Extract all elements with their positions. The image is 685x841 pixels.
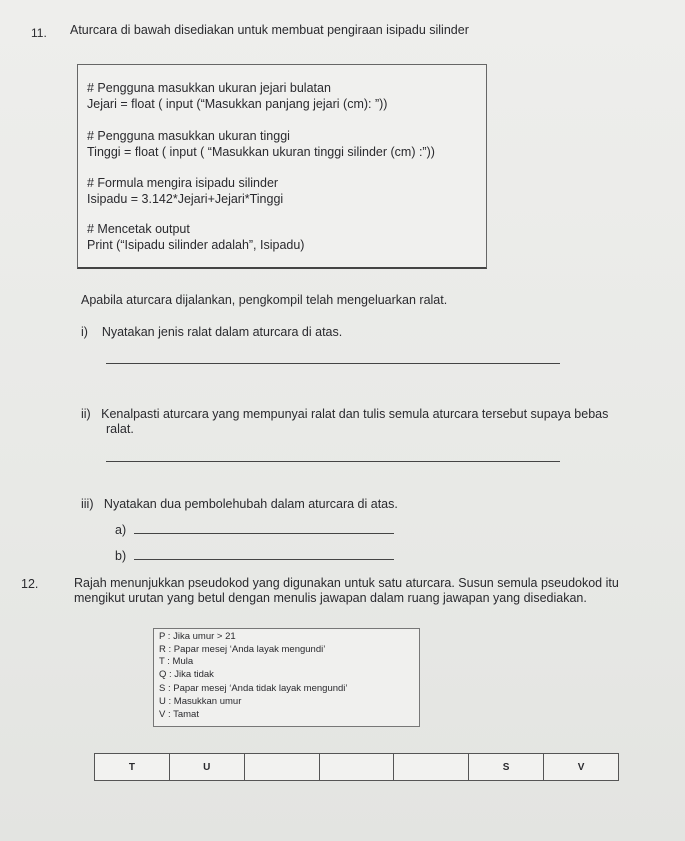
code-box [77, 64, 487, 269]
answer-table [94, 753, 619, 781]
code-comment-3: # Formula mengira isipadu silinder [87, 176, 279, 190]
part-iii-answer-line-a[interactable] [134, 533, 394, 534]
part-ii-text: ii) Kenalpasti aturcara yang mempunyai ralat dan tulis semula aturcara tersebut supaya bebas [81, 407, 609, 421]
code-line-isipadu: Isipadu = 3.142*Jejari+Jejari*Tinggi [87, 192, 284, 206]
part-i-text: i) Nyatakan jenis ralat dalam aturcara di atas. [81, 325, 343, 339]
question-11-number: 11. [31, 26, 47, 40]
code-comment-1: # Pengguna masukkan ukuran jejari bulatan [87, 81, 331, 95]
question-12-line1: Rajah menunjukkan pseudokod yang digunakan untuk satu aturcara. Susun semula pseudokod itu [74, 576, 619, 590]
question-12-line2: mengikut urutan yang betul dengan menulis jawapan dalam ruang jawapan yang disediakan. [74, 591, 587, 605]
question-12-number: 12. [21, 577, 39, 591]
pseudo-r: R : Papar mesej ‘Anda layak mengundi’ [159, 644, 326, 655]
pseudo-q: Q : Jika tidak [159, 669, 214, 680]
pseudo-s: S : Papar mesej ‘Anda tidak layak mengundi’ [159, 683, 348, 694]
part-i-answer-line[interactable] [106, 363, 560, 364]
pseudo-v: V : Tamat [159, 709, 199, 720]
answer-cell-1[interactable]: T [95, 754, 170, 781]
part-ii-answer-line[interactable] [106, 461, 560, 462]
part-iii-label-a: a) [115, 523, 127, 537]
part-iii-label-b: b) [115, 549, 127, 563]
answer-row [95, 754, 619, 781]
code-line-print: Print (“Isipadu silinder adalah”, Isipadu) [87, 238, 305, 252]
answer-cell-5[interactable] [394, 754, 469, 781]
pseudocode-box [153, 628, 420, 727]
question-11-statement: Apabila aturcara dijalankan, pengkompil telah mengeluarkan ralat. [81, 293, 448, 307]
code-comment-4: # Mencetak output [87, 222, 190, 236]
code-line-jejari: Jejari = float ( input (“Masukkan panjang jejari (cm): ”)) [87, 97, 388, 111]
pseudo-u: U : Masukkan umur [159, 696, 242, 707]
answer-cell-6[interactable]: S [469, 754, 544, 781]
answer-cell-3[interactable] [244, 754, 319, 781]
answer-cell-7[interactable]: V [544, 754, 619, 781]
pseudo-p: P : Jika umur > 21 [159, 631, 236, 642]
answer-cell-4[interactable] [319, 754, 394, 781]
code-line-tinggi: Tinggi = float ( input ( “Masukkan ukuran tinggi silinder (cm) :”)) [87, 145, 435, 159]
pseudo-t: T : Mula [159, 656, 194, 667]
part-iii-text: iii) Nyatakan dua pembolehubah dalam aturcara di atas. [81, 497, 398, 511]
question-11-intro: Aturcara di bawah disediakan untuk membuat pengiraan isipadu silinder [70, 23, 469, 37]
answer-cell-2[interactable]: U [169, 754, 244, 781]
code-comment-2: # Pengguna masukkan ukuran tinggi [87, 129, 290, 143]
part-ii-text-cont: ralat. [106, 422, 134, 436]
part-iii-answer-line-b[interactable] [134, 559, 394, 560]
